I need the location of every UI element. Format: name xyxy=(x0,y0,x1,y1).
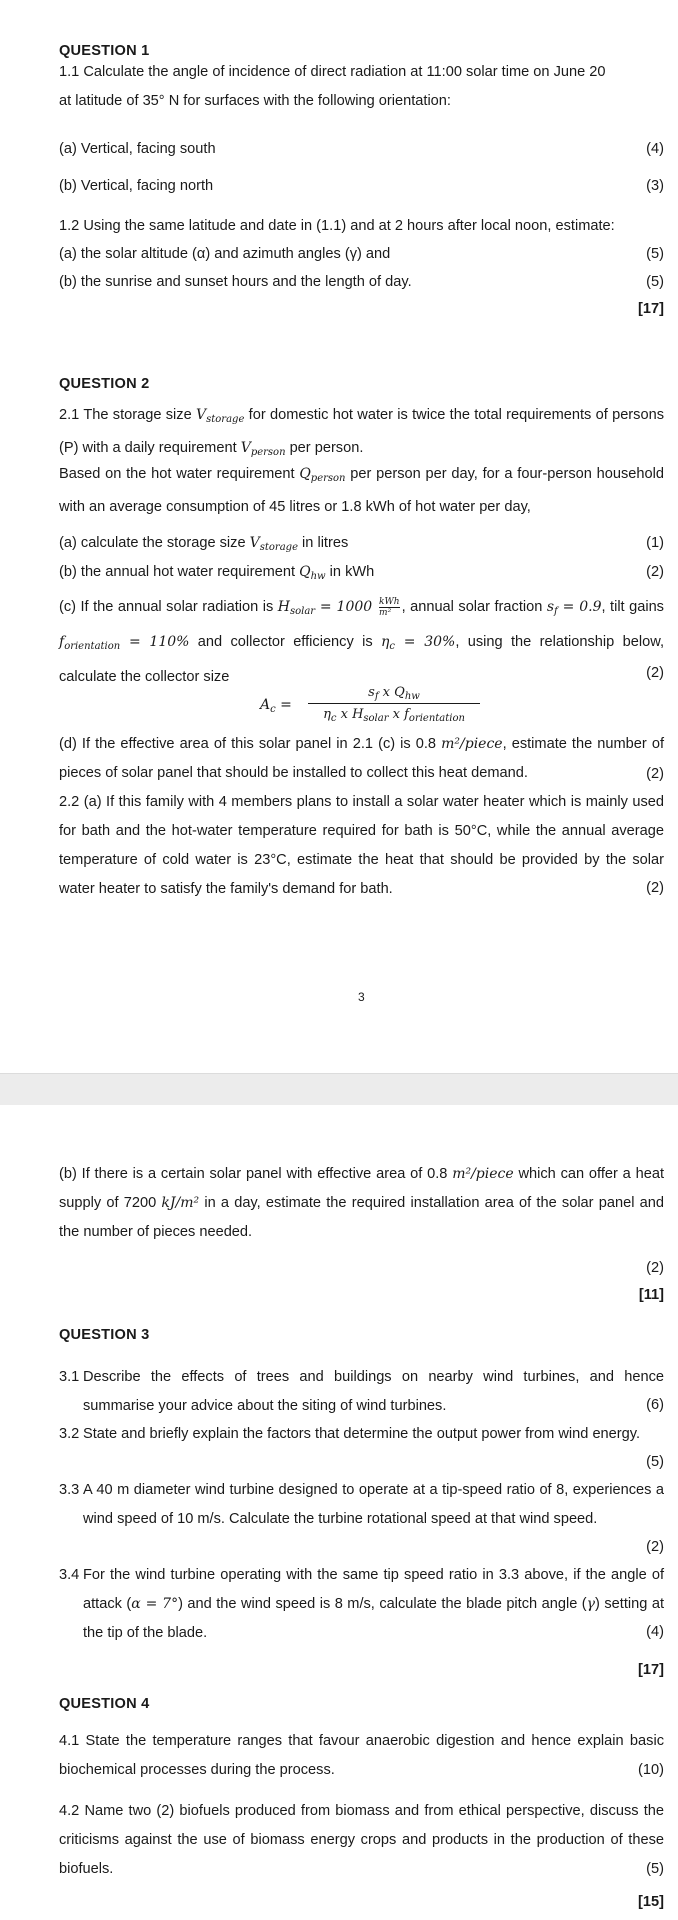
q1-1a-marks: (4) xyxy=(646,141,664,157)
q3-2-number: 3.2 xyxy=(59,1426,80,1442)
q2-2b-marks: (2) xyxy=(646,1260,664,1276)
q3-3-number: 3.3 xyxy=(59,1482,80,1498)
q2-1d-marks: (2) xyxy=(646,766,664,782)
q1-2-text: 1.2 Using the same latitude and date in (1.1) and at 2 hours after local noon, estimate: xyxy=(59,218,615,234)
q3-2-marks: (5) xyxy=(646,1454,664,1470)
q3-1-number: 3.1 xyxy=(59,1369,80,1385)
q3-3-marks: (2) xyxy=(646,1539,664,1555)
q1-1b-row xyxy=(59,178,664,198)
q4-1-text: 4.1 State the temperature ranges that favour anaerobic digestion and hence explain basic biochemical processes during the process. xyxy=(59,1733,664,1778)
q1-1a-text: (a) Vertical, facing south xyxy=(59,141,216,157)
collector-size-equation: $A_c$ = $s_f$ x $Q_{hw}$ $\eta_c$ x $H_{solar}$ x $f_{orientation}$ xyxy=(260,683,480,729)
question-2-heading: QUESTION 2 xyxy=(59,376,150,392)
q3-3-text: A 40 m diameter wind turbine designed to operate at a tip-speed ratio of 8, experiences a wind speed of 10 m/s. Calculate the turbine rotational speed at that wind speed. xyxy=(83,1482,664,1527)
q1-2a-row xyxy=(59,246,664,266)
q1-1b-text: (b) Vertical, facing north xyxy=(59,178,214,194)
q1-1-text: 1.1 Calculate the angle of incidence of direct radiation at 11:00 solar time on June 20 at latitude of 35° N for surfaces with the following orientation: xyxy=(59,64,606,109)
q1-2a-marks: (5) xyxy=(646,246,664,262)
q3-4-marks: (4) xyxy=(646,1624,664,1640)
q2-2a-text: 2.2 (a) If this family with 4 members plans to install a solar water heater which is mainly used for bath and the hot-water temperature required for bath is 50°C, while the annual average temperature of cold water is 23°C, estimate the heat that should be provided by the solar water heater to satisfy the family's demand for bath. xyxy=(59,794,664,897)
v-storage-symbol: $V_{storage}$ xyxy=(196,407,245,425)
q1-2-row xyxy=(59,218,664,238)
document-page-4 xyxy=(0,1105,678,1920)
q3-4-number: 3.4 xyxy=(59,1567,80,1583)
q1-1a-row xyxy=(59,141,664,161)
q1-2b-row xyxy=(59,274,664,294)
q3-1-marks: (6) xyxy=(646,1397,664,1413)
question-1-total: [17] xyxy=(638,301,664,317)
question-1-heading: QUESTION 1 xyxy=(59,43,150,59)
q2-1b-row: (b) the annual hot water requirement $Q_{hw}$ in kWh (2) xyxy=(59,564,664,582)
q3-2-text: State and briefly explain the factors that determine the output power from wind energy. xyxy=(83,1426,641,1442)
q-person-symbol: $Q_{person}$ xyxy=(299,466,346,484)
q4-1-marks: (10) xyxy=(638,1762,664,1778)
q1-2a-text: (a) the solar altitude (α) and azimuth angles (γ) and xyxy=(59,246,391,262)
question-2-total: [11] xyxy=(638,1287,664,1303)
question-3-total: [17] xyxy=(638,1662,664,1678)
q1-1b-marks: (3) xyxy=(646,178,664,194)
q1-2b-marks: (5) xyxy=(646,274,664,290)
kwh-per-m2-fraction: kWh m² xyxy=(379,596,400,618)
q2-1b-marks: (2) xyxy=(646,564,664,580)
q2-2a-marks: (2) xyxy=(646,880,664,896)
q1-2b-text: (b) the sunrise and sunset hours and the length of day. xyxy=(59,274,412,290)
q2-1-requirement-text: Based on the hot water requirement $Q_{person}$ per person per day, for a four-person household with an average consumption of 45 litres or 1.8 kWh of hot water per day, xyxy=(59,466,665,515)
page-break xyxy=(0,1073,678,1106)
question-4-total: [15] xyxy=(638,1894,664,1910)
q2-1a-row: (a) calculate the storage size $V_{storage}$ in litres (1) xyxy=(59,535,664,553)
q4-2-text: 4.2 Name two (2) biofuels produced from biomass and from ethical perspective, discuss the criticisms against the use of biomass energy crops and products in the production of these biofuels. xyxy=(59,1803,664,1877)
v-person-symbol: $V_{person}$ xyxy=(240,440,286,458)
q2-1c-marks: (2) xyxy=(646,665,664,681)
q2-1c-text: (c) If the annual solar radiation is $H_{solar} = 1000$ kWh m² , annual solar fraction $s_f = 0.9$, tilt gains $f_{orientation} = 110\%$ and collector efficiency is $\eta_c = 30\%$, using the relationship below, calculate the collector size xyxy=(59,596,665,685)
q3-1-text: Describe the effects of trees and buildings on nearby wind turbines, and hence summarise your advice about the siting of wind turbines. xyxy=(83,1369,664,1414)
q3-4-text: For the wind turbine operating with the same tip speed ratio in 3.3 above, if the angle of attack (α = 7°) and the wind speed is 8 m/s, calculate the blade pitch angle (γ) setting at the tip of the blade. xyxy=(83,1567,664,1641)
page-number: 3 xyxy=(358,990,365,1004)
q2-1-text: 2.1 The storage size $V_{storage}$ for domestic hot water is twice the total requirements of persons (P) with a daily requirement $V_{person}$ per person. xyxy=(59,407,664,458)
q2-1a-marks: (1) xyxy=(646,535,664,551)
question-3-heading: QUESTION 3 xyxy=(59,1327,150,1343)
question-4-heading: QUESTION 4 xyxy=(59,1696,150,1712)
q2-2b-text: (b) If there is a certain solar panel with effective area of 0.8 m²/piece which can offer a heat supply of 7200 kJ/m² in a day, estimate the required installation area of the solar panel and the number of pieces needed. xyxy=(59,1166,665,1240)
q2-1d-text: (d) If the effective area of this solar panel in 2.1 (c) is 0.8 m²/piece, estimate the number of pieces of solar panel that should be installed to collect this heat demand. xyxy=(59,736,664,781)
q4-2-marks: (5) xyxy=(646,1861,664,1877)
